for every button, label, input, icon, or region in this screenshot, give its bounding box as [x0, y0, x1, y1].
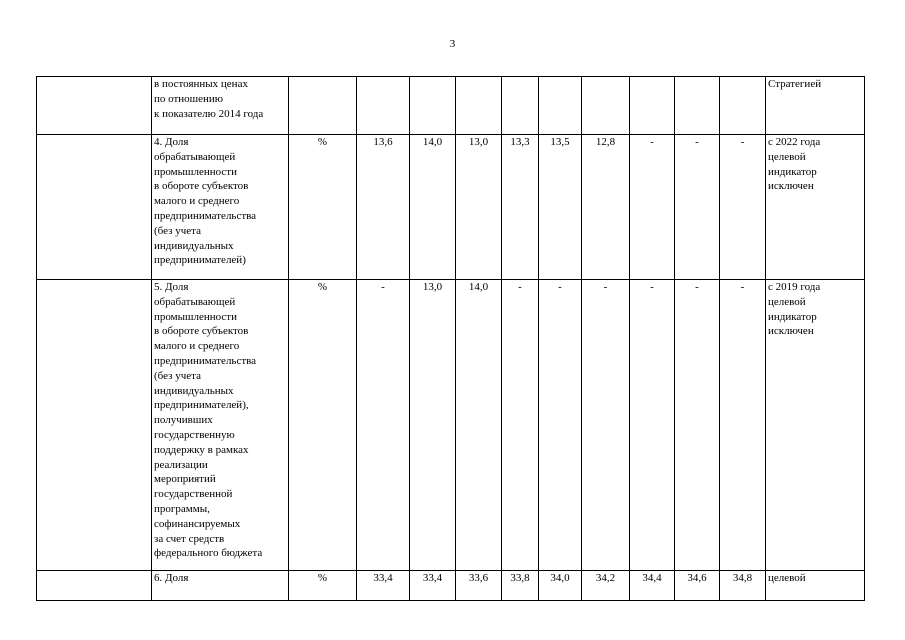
value-cell: 14,0: [410, 135, 456, 280]
indicator-label-line: по отношению: [154, 92, 224, 105]
indicator-label-line: поддержку в рамках: [154, 443, 249, 456]
indicator-label-line: в постоянных ценах: [154, 78, 248, 90]
indicator-label-cell: [152, 135, 289, 280]
note-line: целевой: [768, 295, 806, 308]
note-line: индикатор: [768, 310, 817, 323]
indicator-label-line: мероприятий: [154, 473, 216, 486]
note-line: Стратегией: [768, 78, 822, 90]
note-line: целевой: [768, 150, 806, 163]
value-cell: 12,8: [582, 135, 630, 280]
value-cell: -: [539, 280, 582, 571]
indicator-label-line: промышленности: [154, 310, 237, 323]
note-cell: [766, 280, 865, 571]
indicators-table: [36, 76, 865, 601]
indicator-label-line: 4. Доля: [154, 136, 189, 148]
table-row: [37, 135, 865, 280]
indicator-label-line: государственной: [154, 488, 233, 501]
indicator-label-line: предпринимательства: [154, 209, 257, 222]
value-cell: -: [675, 135, 720, 280]
note-cell: [766, 571, 865, 601]
value-cell: 33,4: [357, 571, 410, 601]
value-cell: -: [582, 280, 630, 571]
indicator-label-line: малого и среднего: [154, 195, 240, 208]
unit-cell: %: [289, 571, 357, 601]
value-cell: 34,4: [630, 571, 675, 601]
indicator-label-line: индивидуальных: [154, 384, 234, 397]
indicator-label-line: государственную: [154, 428, 235, 441]
empty-cell: [37, 135, 152, 280]
indicator-label-cell: [152, 571, 289, 601]
note-line: целевой: [768, 572, 806, 584]
indicator-label-line: к показателю 2014 года: [154, 107, 264, 120]
indicator-label-line: в обороте субъектов: [154, 180, 249, 193]
indicator-label-line: (без учета: [154, 224, 201, 237]
value-cell: -: [630, 280, 675, 571]
note-line: с 2019 года: [768, 281, 821, 293]
page-number: 3: [449, 38, 456, 50]
indicator-label-line: предпринимателей): [154, 254, 246, 267]
value-cell: -: [630, 135, 675, 280]
indicator-label-line: предпринимателей),: [154, 399, 249, 412]
indicator-label-line: за счет средств: [154, 532, 225, 545]
value-cell: [410, 77, 456, 135]
indicator-label-line: малого и среднего: [154, 340, 240, 353]
value-cell: -: [357, 280, 410, 571]
empty-cell: [37, 77, 152, 135]
indicator-label-cell: [152, 77, 289, 135]
value-cell: [539, 77, 582, 135]
indicator-label-line: программы,: [154, 502, 210, 515]
value-cell: [630, 77, 675, 135]
value-cell: -: [675, 280, 720, 571]
unit-cell: [289, 77, 357, 135]
indicator-label-line: обрабатывающей: [154, 150, 236, 163]
value-cell: [720, 77, 766, 135]
note-line: исключен: [768, 180, 814, 193]
value-cell: 34,8: [720, 571, 766, 601]
indicator-label-cell: [152, 280, 289, 571]
table-row: [37, 571, 865, 601]
value-cell: [502, 77, 539, 135]
indicator-label-line: софинансируемых: [154, 517, 241, 530]
value-cell: 13,0: [456, 135, 502, 280]
empty-cell: [37, 280, 152, 571]
indicator-label-line: предпринимательства: [154, 354, 257, 367]
indicator-label-line: получивших: [154, 414, 213, 427]
value-cell: 13,3: [502, 135, 539, 280]
value-cell: 13,0: [410, 280, 456, 571]
value-cell: 33,4: [410, 571, 456, 601]
value-cell: 33,8: [502, 571, 539, 601]
note-line: с 2022 года: [768, 136, 821, 148]
note-cell: [766, 77, 865, 135]
indicator-label-line: в обороте субъектов: [154, 325, 249, 338]
indicator-label-line: реализации: [154, 458, 208, 471]
value-cell: -: [502, 280, 539, 571]
unit-cell: %: [289, 135, 357, 280]
value-cell: -: [720, 135, 766, 280]
indicator-label-line: 6. Доля: [154, 572, 189, 584]
value-cell: 33,6: [456, 571, 502, 601]
value-cell: [582, 77, 630, 135]
value-cell: 14,0: [456, 280, 502, 571]
value-cell: 13,5: [539, 135, 582, 280]
indicator-label-line: 5. Доля: [154, 281, 189, 293]
note-line: индикатор: [768, 165, 817, 178]
value-cell: [456, 77, 502, 135]
indicator-label-line: промышленности: [154, 165, 237, 178]
indicator-label-line: обрабатывающей: [154, 295, 236, 308]
indicator-label-line: индивидуальных: [154, 239, 234, 252]
value-cell: [675, 77, 720, 135]
value-cell: -: [720, 280, 766, 571]
unit-cell: %: [289, 280, 357, 571]
table-row: [37, 280, 865, 571]
note-line: исключен: [768, 325, 814, 338]
value-cell: 34,2: [582, 571, 630, 601]
value-cell: [357, 77, 410, 135]
table-row: [37, 77, 865, 135]
empty-cell: [37, 571, 152, 601]
value-cell: 34,6: [675, 571, 720, 601]
value-cell: 13,6: [357, 135, 410, 280]
indicator-label-line: федерального бюджета: [154, 547, 263, 560]
value-cell: 34,0: [539, 571, 582, 601]
indicator-label-line: (без учета: [154, 369, 201, 382]
note-cell: [766, 135, 865, 280]
